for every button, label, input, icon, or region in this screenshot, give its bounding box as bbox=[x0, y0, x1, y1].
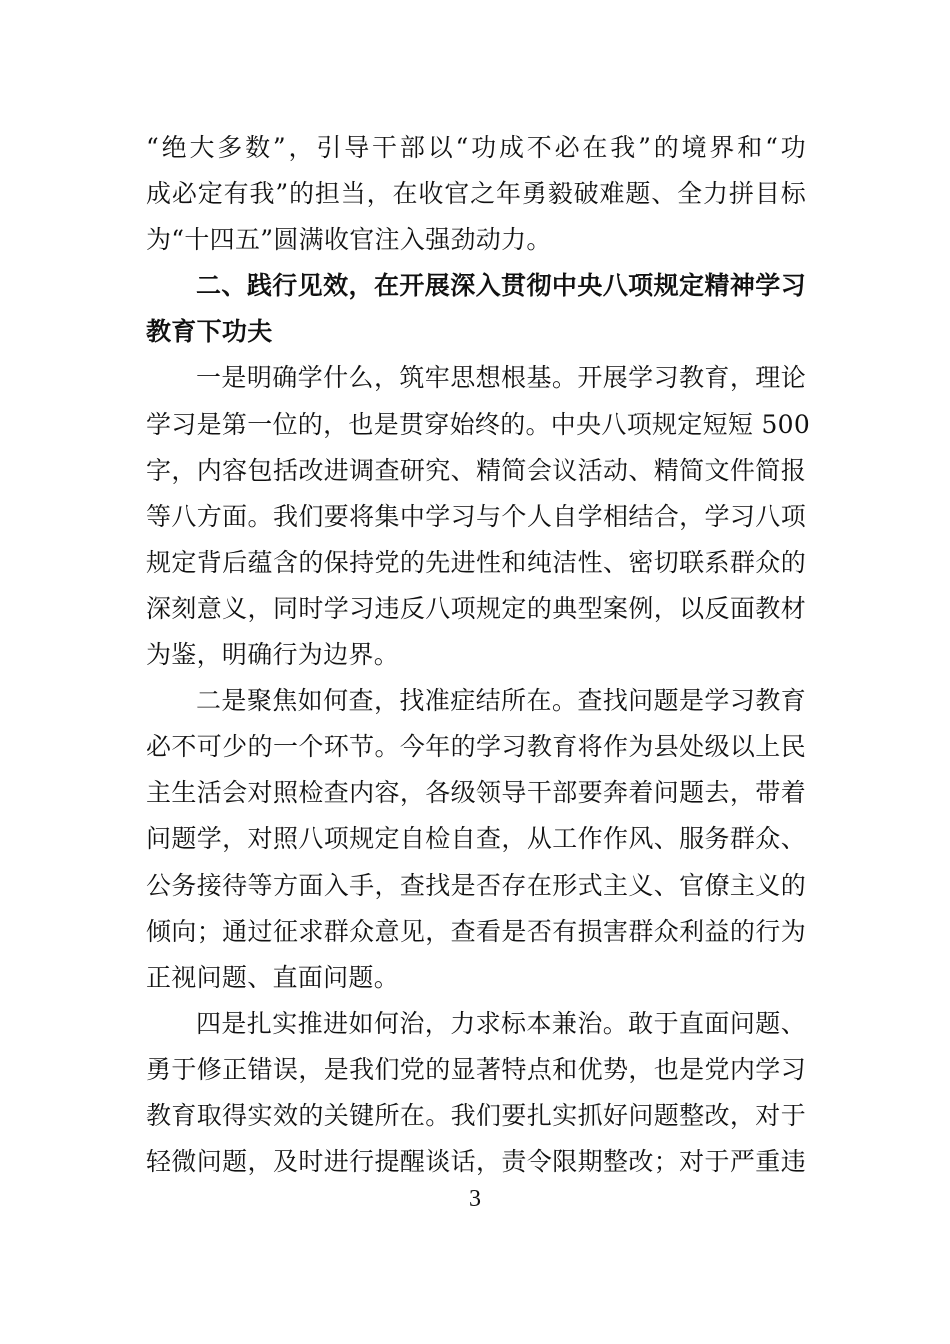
text-line: 勇于修正错误，是我们党的显著特点和优势，也是党内学习 bbox=[146, 1054, 806, 1084]
text-line: 规定背后蕴含的保持党的先进性和纯洁性、密切联系群众的 bbox=[146, 547, 806, 577]
text-line: 成必定有我”的担当，在收官之年勇毅破难题、全力拼目标 bbox=[146, 179, 806, 209]
text-line: 一是明确学什么，筑牢思想根基。开展学习教育，理论 bbox=[196, 363, 806, 393]
text-line: 教育取得实效的关键所在。我们要扎实抓好问题整改，对于 bbox=[146, 1100, 806, 1130]
text-line: 轻微问题，及时进行提醒谈话，责令限期整改；对于严重违 bbox=[146, 1147, 806, 1177]
text-line: 为鉴，明确行为边界。 bbox=[146, 640, 400, 670]
text-line: 二是聚焦如何查，找准症结所在。查找问题是学习教育 bbox=[196, 686, 806, 716]
text-line: 正视问题、直面问题。 bbox=[146, 962, 400, 992]
text-line: 深刻意义，同时学习违反八项规定的典型案例，以反面教材 bbox=[146, 593, 806, 623]
text-line: 问题学，对照八项规定自检自查，从工作作风、服务群众、 bbox=[146, 824, 806, 854]
text-line: 字，内容包括改进调查研究、精简会议活动、精简文件简报 bbox=[146, 455, 806, 485]
text-line: “绝大多数”，引导干部以“功成不必在我”的境界和“功 bbox=[146, 133, 806, 162]
section-heading: 二、践行见效，在开展深入贯彻中央八项规定精神学习 bbox=[196, 271, 806, 301]
text-line: 必不可少的一个环节。今年的学习教育将作为县处级以上民 bbox=[146, 732, 806, 762]
text-line: 等八方面。我们要将集中学习与个人自学相结合，学习八项 bbox=[146, 501, 806, 531]
text-line: 学习是第一位的，也是贯穿始终的。中央八项规定短短 500 bbox=[146, 409, 811, 439]
page-number: 3 bbox=[469, 1186, 481, 1212]
text-line: 为“十四五”圆满收官注入强劲动力。 bbox=[146, 225, 552, 255]
text-line: 倾向；通过征求群众意见，查看是否有损害群众利益的行为 bbox=[146, 916, 806, 946]
text-line: 四是扎实推进如何治，力求标本兼治。敢于直面问题、 bbox=[196, 1008, 806, 1038]
section-heading: 教育下功夫 bbox=[146, 317, 273, 347]
document-body bbox=[146, 125, 811, 1185]
text-line: 公务接待等方面入手，查找是否存在形式主义、官僚主义的 bbox=[146, 870, 806, 900]
text-line: 主生活会对照检查内容，各级领导干部要奔着问题去，带着 bbox=[146, 778, 806, 808]
